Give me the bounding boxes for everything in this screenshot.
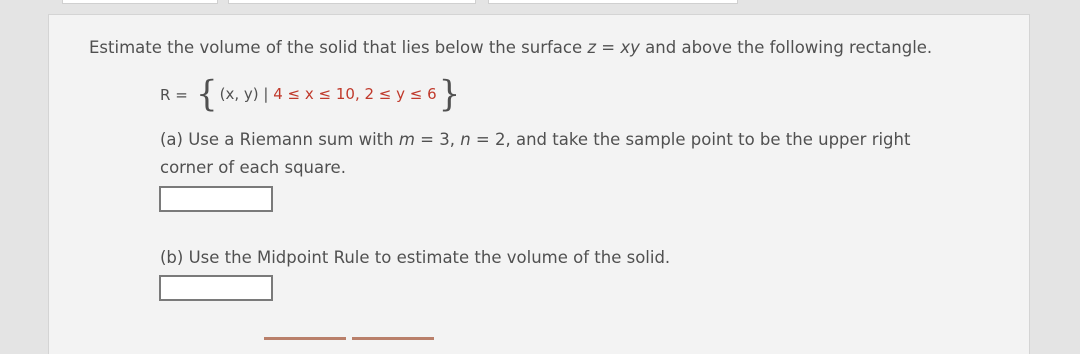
- brace-close: }: [438, 73, 461, 115]
- part-a-line-1: [160, 130, 910, 149]
- region-set-body: [218, 85, 439, 103]
- top-tab-2: [228, 0, 476, 4]
- question-panel: [48, 14, 1030, 354]
- region-set-prefix: (x, y) |: [219, 85, 274, 103]
- part-a-n-eq: = 2, and take the sample point to be the upper right: [470, 130, 911, 149]
- part-a-line-2: corner of each square.: [160, 158, 346, 177]
- question-intro: Estimate the volume of the solid that lies below the surface: [89, 38, 588, 57]
- region-set-conditions: 4 ≤ x ≤ 10, 2 ≤ y ≤ 6: [273, 85, 437, 103]
- part-a-m-eq: = 3,: [414, 130, 461, 149]
- surface-z: z: [587, 38, 597, 57]
- top-tab-1: [62, 0, 218, 4]
- region-set: [196, 73, 461, 115]
- top-strip: [0, 0, 1080, 14]
- part-a-start: (a) Use a Riemann sum with: [160, 130, 399, 149]
- top-tab-3: [488, 0, 738, 4]
- question-intro-end: and above the following rectangle.: [639, 38, 933, 57]
- part-a-m: m: [398, 130, 415, 149]
- question-text: [89, 38, 932, 57]
- surface-equals: =: [596, 38, 621, 57]
- region-label: R =: [160, 86, 188, 104]
- part-b-text: (b) Use the Midpoint Rule to estimate the volume of the solid.: [160, 248, 671, 267]
- brace-open: {: [196, 73, 218, 115]
- surface-xy: xy: [620, 38, 640, 57]
- part-a-n: n: [460, 130, 471, 149]
- part-a-answer-input[interactable]: [159, 186, 273, 212]
- part-b-answer-input[interactable]: [159, 275, 273, 301]
